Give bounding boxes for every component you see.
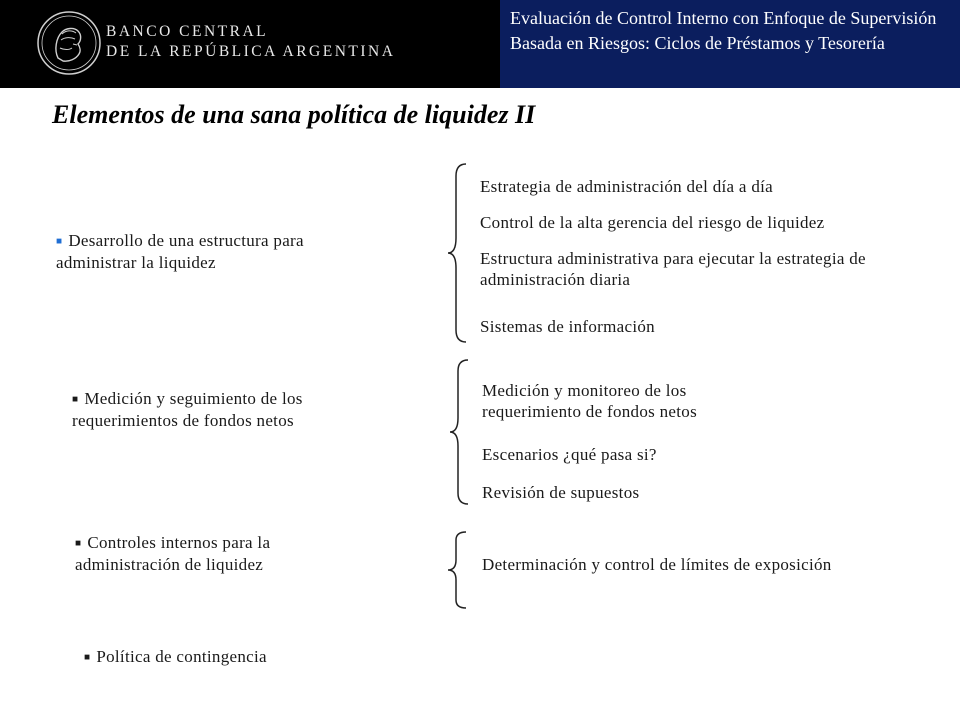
topic-label: Medición y seguimiento de los requerimientos de fondos netos: [72, 389, 303, 430]
bank-name-line2: DE LA REPÚBLICA ARGENTINA: [106, 43, 396, 60]
detail-item: Determinación y control de límites de exposición: [482, 555, 832, 574]
square-bullet-icon: ■: [75, 538, 82, 549]
topic-label: Desarrollo de una estructura para administrar la liquidez: [56, 231, 304, 272]
topic-medicion-seguimiento: [72, 388, 372, 431]
bank-name: [106, 22, 395, 62]
slide-title: Elementos de una sana política de liquidez II: [52, 100, 536, 129]
detail-item: Estructura administrativa para ejecutar la estrategia de administración diaria: [480, 249, 866, 289]
detail-item: Control de la alta gerencia del riesgo de liquidez: [480, 213, 825, 232]
square-bullet-icon: ■: [84, 652, 91, 663]
square-bullet-icon: ■: [56, 236, 63, 247]
header-logo-area: [0, 0, 500, 88]
central-bank-seal-icon: [36, 10, 102, 76]
presentation-title: Evaluación de Control Interno con Enfoque de Supervisión Basada en Riesgos: Ciclos de Préstamos y Tesorería: [510, 8, 937, 53]
topic-label: Controles internos para la administración de liquidez: [75, 533, 271, 574]
topic-label: Política de contingencia: [96, 647, 267, 666]
topic-controles-internos: [75, 532, 355, 575]
left-brace-icon: [448, 358, 470, 506]
square-bullet-icon: ■: [72, 394, 79, 405]
detail-item: Revisión de supuestos: [482, 483, 640, 502]
left-brace-icon: [446, 530, 468, 610]
detail-item: Estrategia de administración del día a día: [480, 177, 773, 196]
left-brace-icon: [446, 162, 468, 344]
bank-name-line1: BANCO CENTRAL: [106, 23, 269, 40]
topic-politica-contingencia: [84, 646, 384, 668]
detail-item: Medición y monitoreo de los requerimiento de fondos netos: [482, 381, 698, 421]
header-title-area: [500, 0, 960, 88]
detail-item: Escenarios ¿qué pasa si?: [482, 445, 657, 464]
topic-estructura-liquidez: [56, 230, 376, 273]
detail-item: Sistemas de información: [480, 317, 655, 336]
